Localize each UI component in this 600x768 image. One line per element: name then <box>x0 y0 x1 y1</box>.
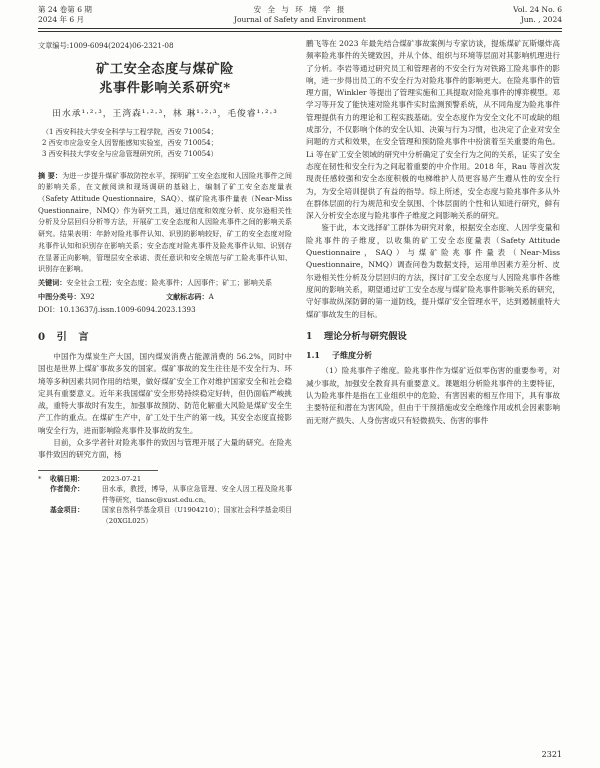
header-center <box>38 5 562 25</box>
subsection-1-1-title: 子维度分析 <box>332 350 372 361</box>
keywords <box>38 277 292 289</box>
body-paragraph-2: 鉴于此，本文选择矿工群体为研究对象，根据安全态度、人因学变量和险兆事件的子维度，以收集的矿工安全态度量表（Safety Attitude Questionnaire，SAQ）与煤矿险兆事件量表（Near-Miss Questionnaire，NMQ）调查问卷为数据支持，运用单因素方差分析、皮尔逊相关性分析及分层回归的方法，探讨矿工安全态度与人因险兆事件各维度间的影响关系，期望通过矿工安全态度与煤矿险兆事件影响关系的研究，守好事故纵深防御的第一道防线，提升煤矿安全管理水平，达到遏制重特大煤矿事故发生的目标。 <box>306 223 560 319</box>
paper-title <box>38 60 292 98</box>
keywords-label: 关键词： <box>38 277 67 287</box>
fund-label: 基金项目： <box>50 506 84 515</box>
author-list: 田水承¹·²·³，王湾森¹·²·³，林 琳¹·²·³，毛俊睿¹·²·³ <box>52 109 278 120</box>
author-bio-row <box>38 484 292 505</box>
section-1-title: 理论分析与研究假设 <box>324 330 407 342</box>
intro-paragraph-2: 目前，众多学者针对险兆事件的致因与管理开展了大量的研究。在险兆事件致因的研究方面，杨 <box>38 438 292 460</box>
title-line-1: 矿工安全态度与煤矿险 <box>96 62 234 78</box>
page-number: 2321 <box>541 750 562 759</box>
journal-name-en: Journal of Safety and Environment <box>234 15 366 24</box>
affiliations <box>38 127 292 160</box>
received-label: 收稿日期： <box>50 474 84 483</box>
running-header <box>38 5 562 27</box>
doc-code-label: 文献标志码： <box>166 291 209 301</box>
header-right <box>513 5 562 25</box>
footnote <box>38 474 292 527</box>
abstract <box>38 170 292 275</box>
received-date: 2023-07-21 <box>102 474 142 483</box>
doi: DOI：10.13637/j.issn.1009-6094.2023.1393 <box>38 304 196 314</box>
affiliation-1: （1 西安科技大学安全科学与工程学院，西安 710054； <box>42 127 218 136</box>
doc-code-value: A <box>208 291 214 301</box>
clc-label: 中图分类号： <box>38 291 81 301</box>
right-column <box>306 38 560 427</box>
intro-heading: 0 引 言 <box>38 330 93 343</box>
fund-row <box>38 505 292 526</box>
fund-text: 国家自然科学基金项目（U1904210）；国家社会科学基金项目（20XGL025） <box>102 506 292 525</box>
abstract-text: 为进一步提升煤矿事故防控水平，探明矿工安全态度和人因险兆事件之间的影响关系，在文献阅读和现场调研的基础上，编制了矿工安全态度量表（Safety Attitude Questionnaire，SAQ）、煤矿险兆事件量表（Near-Miss Questionnaire，NMQ）作为研究工具，通过信度和效度分析、皮尔逊相关性分析及分层回归分析等方法，开展矿工安全态度和人因险兆事件之间的影响关系研究。结果表明：年龄对险兆事件认知、识别的影响较好，矿工的安全态度对险兆事件认知和识别存在影响关系；安全态度对险兆事件及险兆事件认知、识别存在显著正向影响，管理层安全承诺、责任意识和安全规范与矿工险兆事件认知、识别存在影响。 <box>38 170 292 274</box>
keywords-text: 安全社会工程；安全态度；险兆事件；人因事件；矿工；影响关系 <box>66 277 273 287</box>
footnote-rule <box>38 470 158 471</box>
year-month: 2024 年 6 月 <box>38 15 85 24</box>
clc-value: X92 <box>80 291 95 301</box>
header-rule-thin <box>38 31 562 32</box>
title-line-2: 兆事件影响关系研究* <box>99 81 231 97</box>
author-bio: 田水承，教授，博导，从事应急管理、安全人因工程及险兆事件等研究，tiansc@xust.edu.cn。 <box>102 485 292 504</box>
subsection-1-1-paragraph: （1）险兆事件子维度。险兆事件作为煤矿近似零伤害的重要参考，对减少事故，加强安全教育具有重要意义。课题组分析险兆事件的主要特征，认为险兆事件是指在工业组织中的危险、有害因素的相互作用下，具有事故主要特征和潜在为害风险，但由于干预措施或安全绝缘作用或机会因素影响而无财产损失、人身伤害或只有轻微损失、伤害的事件 <box>306 366 560 425</box>
journal-name-cn: 安 全 与 环 境 学 报 <box>253 5 347 14</box>
date-en: Jun. , 2024 <box>520 15 562 24</box>
header-rule <box>38 28 562 29</box>
affiliation-2: 2 西安市应急安全人因智能感知实验室，西安 710054； <box>42 138 218 147</box>
body-paragraph-1: 鹏飞等在 2023 年最先结合煤矿事故案例与专家访谈，提炼煤矿瓦斯爆炸高频率险兆事件的关键致因，并从个体、组织与环境等层面对其影响机理进行了分析。李岩等通过研究员工和管理者的不安全行为对铁路工险兆事件的影响，进一步得出员工的不安全行为对险兆事件的影响更大。在险兆事件的管理方面，Winkler 等提出了管理实施和工具提取对险兆事件的博弈模型。邓学习等开发了能快速对险兆事件实时监测预警系统，从不同角度为险兆事件管理提供有力的理论和工程实践基础。安全态度作为安全文化不可或缺的组成部分，不仅影响个体的安全认知、决策与行为习惯，也决定了企业对安全问题的方式和效果，在安全管理和预防险兆事件中扮演着至关重要的角色。Li 等在矿工安全领域的研究中分析确定了安全行为之间的关系，证实了安全态度在韧性和安全行为之间起着重要的中介作用。2018 年，Rau 等首次发现责任感较强和安全态度积极的电梯维护人员更容易产生遵从性的安全行为，为安全培训提供了有益的指导。综上所述，安全态度与险兆事件多从外在群体层面的行为规范和安全氛围、个体层面的个性和认知进行研究，鲜有深入分析安全态度与险兆事件子维度之间影响关系的研究。 <box>306 39 560 221</box>
author-bio-label: 作者简介： <box>50 485 84 494</box>
volume-issue: 第 24 卷第 6 期 <box>38 5 92 14</box>
affiliation-3: 3 西安科技大学安全与应急管理研究所，西安 710054） <box>42 149 218 158</box>
subsection-1-1-number: 1.1 <box>306 350 320 361</box>
left-column <box>38 40 292 527</box>
abstract-label: 摘 要： <box>38 170 63 180</box>
section-1-heading <box>306 331 560 343</box>
subsection-1-1-heading <box>306 349 560 361</box>
volume-issue-en: Vol. 24 No. 6 <box>513 5 562 14</box>
classification <box>38 291 292 302</box>
section-1-number: 1 <box>306 330 313 342</box>
received-date-row: * 收稿日期： 2023-07-21 <box>38 474 142 483</box>
intro-paragraph-1: 中国作为煤炭生产大国，国内煤炭消费占能源消费的 56.2%，同时中国也是世界上煤矿事故多发的国家。煤矿事故的发生往往是不安全行为、环境等多种因素共同作用的结果，做好煤矿安全工作对维护国家安全和社会稳定具有重要意义。近年来我国煤矿安全形势持续稳定好转，但仍面临严峻挑战，重特大事故时有发生，加强事故预防、防范化解重大风险是煤矿安全生产工作的重点。在煤矿生产中，矿工处于生产的第一线，其安全态度直接影响安全行为，进而影响险兆事件及事故的发生。 <box>38 351 292 435</box>
article-number: 文章编号:1009-6094(2024)06-2321-08 <box>38 41 174 50</box>
